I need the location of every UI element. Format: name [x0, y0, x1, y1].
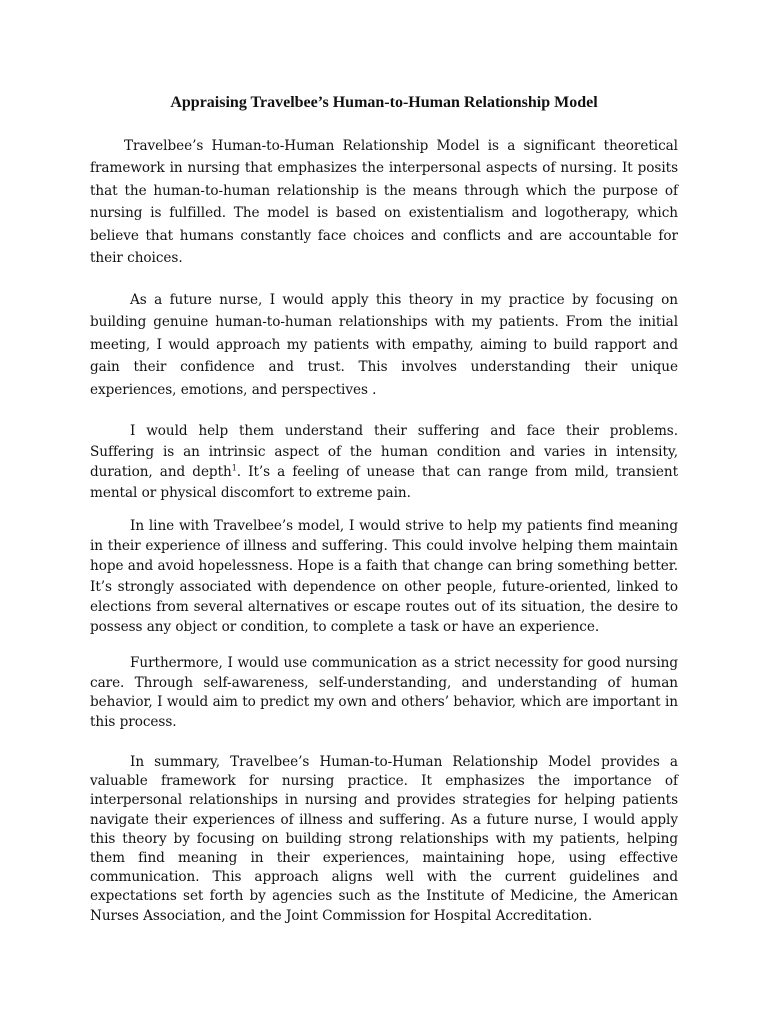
paragraph-suffering-text-continued: . It’s a feeling of unease that can range from mild, transient mental or physical discomfort to extreme pain. — [90, 464, 678, 501]
paragraph-summary: In summary, Travelbee’s Human-to-Human Relationship Model provides a valuable framework for nursing practice. It emphasizes the importance of interpersonal relationships in nursing and provides strategies for helping patients navigate their experiences of illness and suffering. As a future nurse, I would apply this theory by focusing on building strong relationships with my patients, helping them find meaning in their experiences, maintaining hope, using effective communication. This approach aligns well with the current guidelines and expectations set forth by agencies such as the Institute of Medicine, the American Nurses Association, and the Joint Commission for Hospital Accreditation. — [90, 754, 678, 924]
paragraph-communication: Furthermore, I would use communication as a strict necessity for good nursing care. Through self-awareness, self-understanding, and understanding of human behavior, I would aim to predict my own and others’ behavior, which are important in this process. — [90, 655, 678, 730]
paragraph-intro: Travelbee’s Human-to-Human Relationship Model is a significant theoretical framework in nursing that emphasizes the interpersonal aspects of nursing. It posits that the human-to-human relationship is the means through which the purpose of nursing is fulfilled. The model is based on existentialism and logotherapy, which believe that humans constantly face choices and conflicts and are accountable for their choices. — [90, 138, 678, 267]
paragraph-application: As a future nurse, I would apply this theory in my practice by focusing on building genuine human-to-human relationships with my patients. From the initial meeting, I would approach my patients with empathy, aiming to build rapport and gain their confidence and trust. This involves understanding their unique experiences, emotions, and perspectives . — [90, 292, 678, 398]
paragraph-meaning-hope: In line with Travelbee’s model, I would strive to help my patients find meaning in their experience of illness and suffering. This could involve helping them maintain hope and avoid hopelessness. Hope is a faith that change can bring something better. It’s strongly associated with dependence on other people, future-oriented, linked to elections from several alternatives or escape routes out of its situation, the desire to possess any object or condition, to complete a task or have an experience. — [90, 518, 678, 636]
footnote-reference: 1 — [231, 463, 237, 473]
paragraph-suffering — [90, 421, 678, 503]
document-title: Appraising Travelbee’s Human-to-Human Relationship Model — [170, 94, 598, 111]
paragraph-suffering-text: I would help them understand their suffering and face their problems. Suffering is an intrinsic aspect of the human condition and varies in intensity, duration, and depth — [90, 423, 678, 480]
